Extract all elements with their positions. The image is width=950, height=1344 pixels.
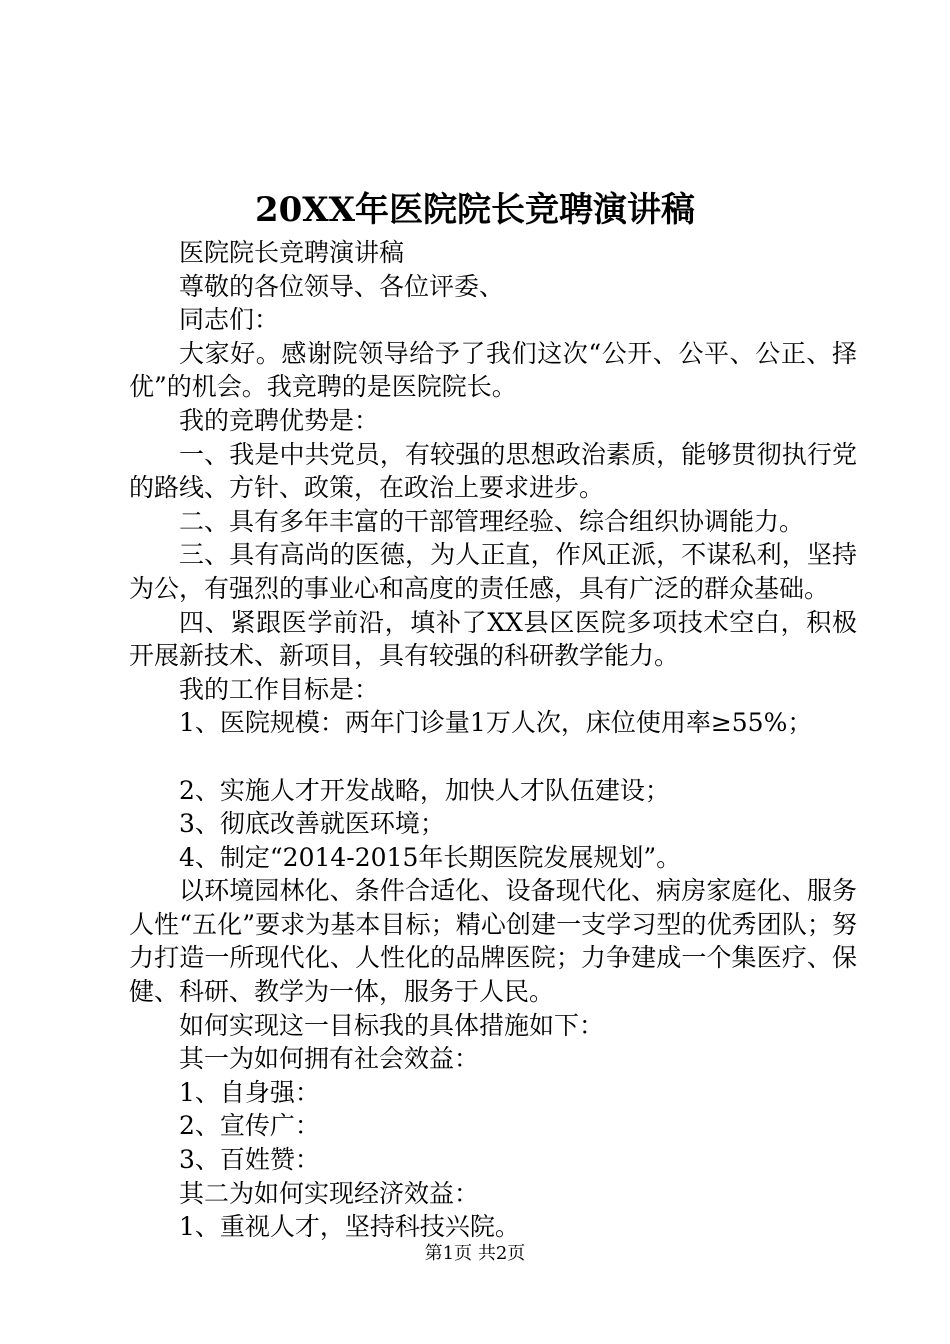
paragraph: 3、百姓赞：: [179, 1145, 320, 1175]
paragraph: 1、重视人才，坚持科技兴院。: [179, 1212, 520, 1242]
paragraph: 3、彻底改善就医环境；: [179, 809, 445, 839]
paragraph: 4、制定“2014-2015年长期医院发展规划”。: [179, 842, 682, 872]
paragraph: 如何实现这一目标我的具体措施如下：: [179, 1010, 605, 1040]
paragraph: 1、自身强：: [179, 1077, 320, 1107]
paragraph: 2、宣传广：: [179, 1111, 320, 1141]
paragraph: 2、实施人才开发战略，加快人才队伍建设；: [179, 775, 670, 805]
paragraph: 四、紧跟医学前沿，填补了XX县区医院多项技术空白，积极开展新技术、新项目，具有较强的科研教学能力。: [129, 607, 857, 671]
paragraph: 同志们：: [179, 305, 280, 335]
page-number-footer: 第1页 共2页: [424, 1243, 526, 1264]
paragraph: 尊敬的各位领导、各位评委、: [179, 271, 505, 301]
paragraph: 1、医院规模：两年门诊量1万人次，床位使用率≥55%；: [179, 708, 813, 738]
paragraph: 其一为如何拥有社会效益：: [179, 1044, 480, 1074]
paragraph: 其二为如何实现经济效益：: [179, 1178, 480, 1208]
paragraph: 三、具有高尚的医德，为人正直，作风正派，不谋私利，坚持为公，有强烈的事业心和高度的责任感，具有广泛的群众基础。: [129, 540, 857, 603]
paragraph: 我的竞聘优势是：: [179, 405, 380, 435]
paragraph: 二、具有多年丰富的干部管理经验、综合组织协调能力。: [179, 506, 805, 536]
paragraph: 以环境园林化、条件合适化、设备现代化、病房家庭化、服务人性“五化”要求为基本目标；精心创建一支学习型的优秀团队；努力打造一所现代化、人性化的品牌医院；力争建成一个集医疗、保健、科研、教学为一体，服务于人民。: [129, 876, 857, 1007]
document-body: [129, 236, 857, 1244]
paragraph: 一、我是中共党员，有较强的思想政治素质，能够贯彻执行党的路线、方针、政策，在政治上要求进步。: [129, 439, 857, 503]
document-title: 20XX年医院院长竞聘演讲稿: [254, 190, 696, 230]
paragraph: 医院院长竞聘演讲稿: [179, 238, 405, 267]
paragraph: 我的工作目标是：: [179, 674, 380, 704]
paragraph: 大家好。感谢院领导给予了我们这次“公开、公平、公正、择优”的机会。我竞聘的是医院院长。: [129, 338, 857, 402]
